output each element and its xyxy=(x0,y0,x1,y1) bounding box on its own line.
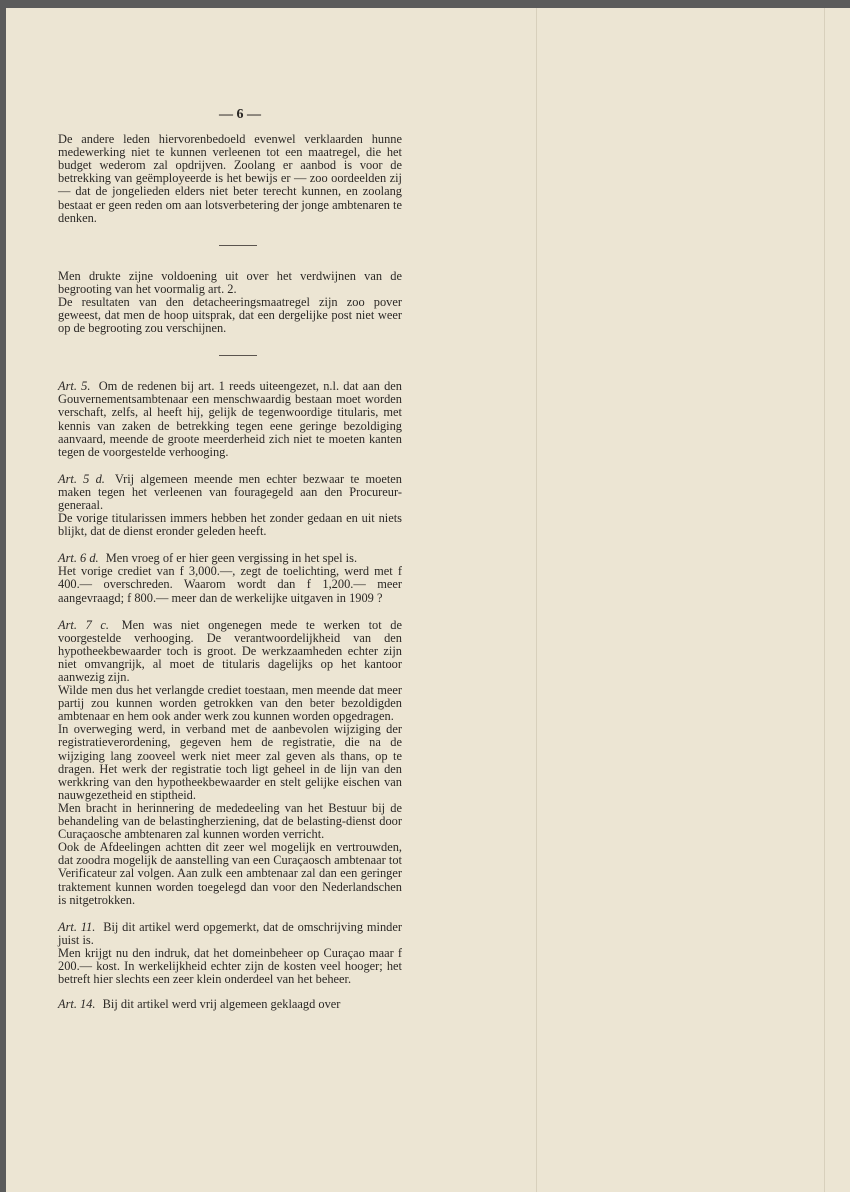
article-text: Bij dit artikel werd vrij algemeen geklaagd over xyxy=(102,997,341,1012)
article-text: Men was niet ongenegen mede te werken tot de voorgestelde verhooging. De verantwoordelijkheid van den hypotheekbewaarder toch is groot. De werkzaamheden echter zijn niet omvangrijk, al moet de titularis dagelijks op het kantoor aanwezig zijn. xyxy=(58,617,402,684)
page-number: — 6 — xyxy=(219,107,261,122)
article-label: Art. 11. xyxy=(58,919,96,934)
article-7c-paragraph-2: Wilde men dus het verlangde crediet toestaan, men meende dat meer partij zou kunnen worden getrokken van den beter bezoldigden ambtenaar en hem ook ander werk zou kunnen worden opgedragen. xyxy=(58,683,402,724)
article-11-continued: Men krijgt nu den indruk, dat het domeinbeheer op Curaçao maar f 200.— kost. In werkelijkheid echter zijn de kosten veel hooger; het betreft hier slechts een zeer klein onderdeel van het beheer. xyxy=(58,945,402,987)
page-fold-line xyxy=(536,8,537,1192)
article-7c-paragraph-5: Ook de Afdeelingen achtten dit zeer wel mogelijk en vertrouwden, dat zoodra mogelijk de aanstelling van een Curaçaosch ambtenaar tot Verificateur zal volgen. Aan zulk een ambtenaar zal dan een geringer traktement kunnen worden toegelegd dan voor den Nederlandschen is nitgetrokken. xyxy=(58,840,402,907)
article-7c xyxy=(58,619,402,684)
article-text: Om de redenen bij art. 1 reeds uiteengezet, n.l. dat aan den Gouvernementsambtenaar een menschwaardig bestaan moet worden verschaft, zelfs, al heeft hij, gelijk de tegenwoordige titularis, met kennis van zaken de betrekking tegen eene geringe bezoldiging aanvaard, meende de groote meerderheid zich niet te moeten kanten tegen de voorgestelde verhooging. xyxy=(58,379,402,459)
article-7c-paragraph-4: Men bracht in herinnering de mededeeling van het Bestuur bij de behandeling van de belastingherziening, dat de belasting-dienst door Curaçaosche ambtenaren zal kunnen worden verricht. xyxy=(58,800,402,842)
article-5d xyxy=(58,473,402,512)
paragraph-andere-leden: De andere leden hiervorenbedoeld evenwel verklaarden hunne medewerking niet te kunnen verleenen tot een maatregel, die het budget wederom zal opdrijven. Zoolang er aanbod is voor de betrekking van geëmployeerde is het bewijs er — zoo oordeelden zij — dat de jongelieden elders niet beter terecht kunnen, en zoolang bestaat er geen reden om aan lotsverbetering der jonge ambtenaren te denken. xyxy=(58,132,402,225)
article-label: Art. 5 d. xyxy=(58,471,105,486)
paragraph-detacheering: De resultaten van den detacheeringsmaatregel zijn zoo pover geweest, dat men de hoop uitsprak, dat een dergelijke post niet weer op de begrooting zou verschijnen. xyxy=(58,294,402,336)
document-body xyxy=(58,108,402,1011)
article-5d-continued: De vorige titularissen immers hebben het zonder gedaan en uit niets blijkt, dat de dienst eronder geleden heeft. xyxy=(58,511,402,539)
section-divider xyxy=(219,245,257,246)
paragraph-voldoening: Men drukte zijne voldoening uit over het verdwijnen van de begrooting van het voormalig art. 2. xyxy=(58,268,402,296)
article-7c-paragraph-3: In overweging werd, in verband met de aanbevolen wijziging der registratieverordening, gegeven hem de registratie, die na de wijziging lang zooveel werk niet meer zal geven als thans, op te dragen. Het werk der registratie toch ligt geheel in de lijn van den werkkring van den hypotheekbewaarder en stelt gelijke eischen van nauwgezetheid en stiptheid. xyxy=(58,722,402,802)
article-label: Art. 5. xyxy=(58,379,91,394)
article-label: Art. 6 d. xyxy=(58,551,99,566)
article-text: Men vroeg of er hier geen vergissing in het spel is. xyxy=(105,551,358,566)
article-label: Art. 7 c. xyxy=(58,617,109,632)
article-11 xyxy=(58,921,402,947)
article-text: Vrij algemeen meende men echter bezwaar te moeten maken tegen het verleenen van fouragegeld aan den Procureur-generaal. xyxy=(58,471,403,512)
page-edge-line xyxy=(824,8,825,1192)
article-6d-continued: Het vorige crediet van f 3,000.—, zegt de toelichting, werd met f 400.— overschreden. Waarom wordt dan f 1,200.— meer aangevraagd; f 800.— meer dan de werkelijke uitgaven in 1909 ? xyxy=(58,564,402,605)
article-5 xyxy=(58,380,402,459)
section-divider xyxy=(219,355,257,356)
article-14 xyxy=(58,998,402,1011)
article-label: Art. 14. xyxy=(58,997,96,1012)
document-page xyxy=(6,8,850,1192)
article-text: Bij dit artikel werd opgemerkt, dat de omschrijving minder juist is. xyxy=(58,919,402,947)
